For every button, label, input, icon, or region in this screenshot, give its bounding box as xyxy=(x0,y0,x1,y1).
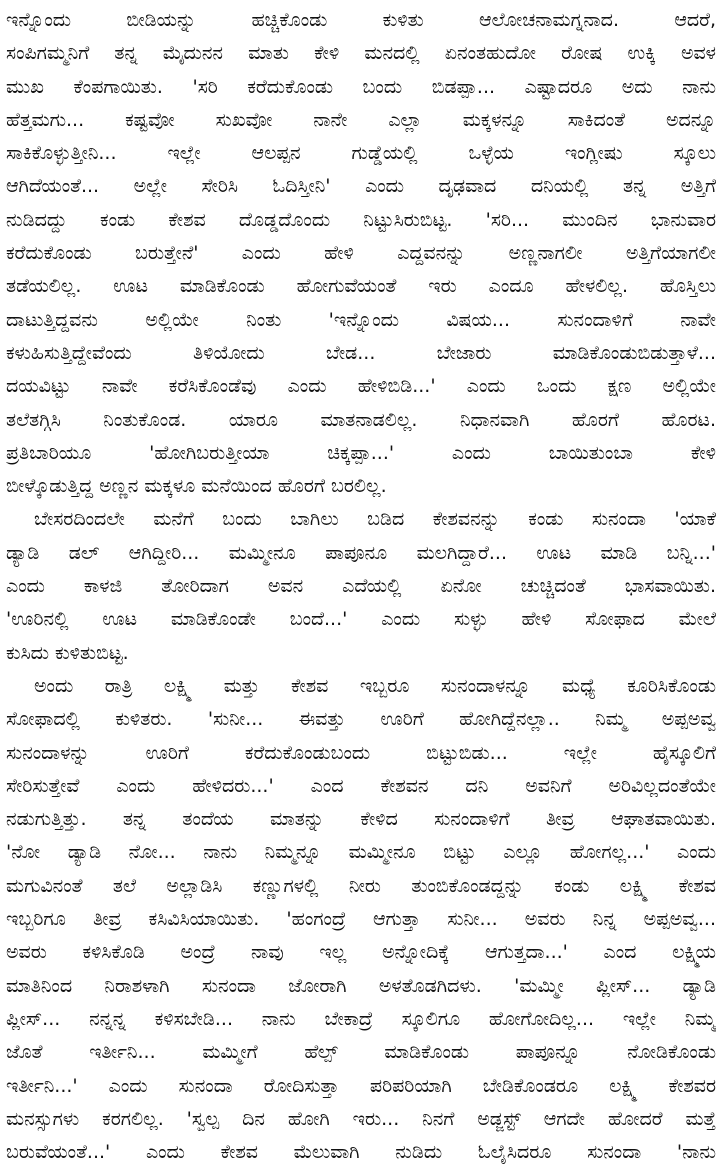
text-line: ಹೆತ್ತಮಗು... ಕಷ್ಟವೋ ಸುಖವೋ ನಾನೇ ಎಲ್ಲಾ ಮಕ್ಕಳನ್ನೂ ಸಾಕಿದಂತೆ ಅದನ್ನೂ xyxy=(6,108,716,131)
text-line: ಪ್ಲೀಸ್... ನನ್ನನ್ನ ಕಳಿಸಬೇಡಿ... ನಾನು ಬೇಕಾದ್ರೆ ಸ್ಕೂಲಿಗೂ ಹೋಗೋದಿಲ್ಲ... ಇಲ್ಲೇ ನಿಮ್ಮ xyxy=(6,1007,716,1030)
text-line: ಪ್ರತಿಬಾರಿಯೂ 'ಹೋಗಿಬರುತ್ತೀಯಾ ಚಿಕ್ಕಪ್ಪಾ...' ಎಂದು ಬಾಯಿತುಂಬಾ ಕೇಳಿ xyxy=(6,441,716,464)
text-line: ತಲೆತಗ್ಗಿಸಿ ನಿಂತುಕೊಂಡ. ಯಾರೂ ಮಾತನಾಡಲಿಲ್ಲ. ನಿಧಾನವಾಗಿ ಹೊರಗೆ ಹೊರಟ. xyxy=(6,408,716,431)
text-line: ಸಾಕಿಕೊಳ್ಳುತ್ತೀನಿ... ಇಲ್ಲೇ ಆಲಪ್ಪನ ಗುಡ್ಡೆಯಲ್ಲಿ ಒಳ್ಳೆಯ ಇಂಗ್ಲೀಷು ಸ್ಕೂಲು xyxy=(6,142,716,165)
text-line: ಕಳುಹಿಸುತ್ತಿದ್ದೇವೆಂದು ತಿಳಿಯೋದು ಬೇಡ... ಬೇಜಾರು ಮಾಡಿಕೊಂಡುಬಿಡುತ್ತಾಳೆ... xyxy=(6,341,716,364)
text-line: ಇನ್ನೊಂದು ಬೀಡಿಯನ್ನು ಹಚ್ಚಿಕೊಂಡು ಕುಳಿತು ಆಲೋಚನಾಮಗ್ನನಾದ. ಆದರೆ, xyxy=(6,9,716,31)
text-line: ಮುಖ ಕೆಂಪಗಾಯಿತು. 'ಸರಿ ಕರೆದುಕೊಂಡು ಬಂದು ಬಿಡಪ್ಪಾ... ಎಷ್ಟಾದರೂ ಅದು ನಾನು xyxy=(6,75,716,98)
text-line: ಆಗಿದೆಯಂತೆ... ಅಲ್ಲೇ ಸೇರಿಸಿ ಓದಿಸ್ತೀನಿ' ಎಂದು ದೃಢವಾದ ದನಿಯಲ್ಲಿ ತನ್ನ ಅತ್ತಿಗೆ xyxy=(6,175,716,198)
text-line: ಮಾತಿನಿಂದ ನಿರಾಶಳಾಗಿ ಸುನಂದಾ ಜೋರಾಗಿ ಅಳತೊಡಗಿದಳು. 'ಮಮ್ಮೀ ಪ್ಲೀಸ್... ಡ್ಯಾಡಿ xyxy=(6,974,716,997)
text-line: ಕರೆದುಕೊಂಡು ಬರುತ್ತೇನೆ' ಎಂದು ಹೇಳಿ ಎದ್ದವನನ್ನು ಅಣ್ಣನಾಗಲೀ ಅತ್ತಿಗೆಯಾಗಲೀ xyxy=(6,242,716,265)
text-line: ಇರ್ತೀನಿ...' ಎಂದು ಸುನಂದಾ ರೋದಿಸುತ್ತಾ ಪರಿಪರಿಯಾಗಿ ಬೇಡಿಕೊಂಡರೂ ಲಕ್ಷ್ಮಿ ಕೇಶವರ xyxy=(6,1074,716,1097)
text-line: ಸೇರಿಸುತ್ತೇವೆ ಎಂದು ಹೇಳಿದರು...' ಎಂದ ಕೇಶವನ ದನಿ ಅವನಿಗೆ ಅರಿವಿಲ್ಲದಂತೆಯೇ xyxy=(6,774,716,797)
text-line: ತಡೆಯಲಿಲ್ಲ. ಊಟ ಮಾಡಿಕೊಂಡು ಹೋಗುವೆಯಂತೆ ಇರು ಎಂದೂ ಹೇಳಲಿಲ್ಲ. ಹೊಸ್ತಿಲು xyxy=(6,275,716,298)
text-line: ಮನಸ್ಸುಗಳು ಕರಗಲಿಲ್ಲ. 'ಸ್ವಲ್ಪ ದಿನ ಹೋಗಿ ಇರು... ನಿನಗೆ ಅಡ್ಜಸ್ಟ್ ಆಗದೇ ಹೋದರೆ ಮತ್ತೆ xyxy=(6,1107,716,1130)
text-line: ಮಗುವಿನಂತೆ ತಲೆ ಅಲ್ಲಾಡಿಸಿ ಕಣ್ಣುಗಳಲ್ಲಿ ನೀರು ತುಂಬಿಕೊಂಡದ್ದನ್ನು ಕಂಡು ಲಕ್ಷ್ಮಿ ಕೇಶವ xyxy=(6,874,716,897)
paragraph-start-line: ಬೇಸರದಿಂದಲೇ ಮನೆಗೆ ಬಂದು ಬಾಗಿಲು ಬಡಿದ ಕೇಶವನನ್ನು ಕಂಡು ಸುನಂದಾ 'ಯಾಕೆ xyxy=(34,508,716,531)
text-line: ಬೀಳ್ಕೊಡುತ್ತಿದ್ದ ಅಣ್ಣನ ಮಕ್ಕಳೂ ಮನೆಯಿಂದ ಹೊರಗೆ ಬರಲಿಲ್ಲ. xyxy=(6,475,387,498)
text-line: ಜೊತೆ ಇರ್ತೀನಿ... ಮಮ್ಮೀಗೆ ಹೆಲ್ಪ್ ಮಾಡಿಕೊಂಡು ಪಾಪೂನ್ನೂ ನೋಡಿಕೊಂಡು xyxy=(6,1041,716,1064)
text-line: ಸೋಫಾದಲ್ಲಿ ಕುಳಿತರು. 'ಸುನೀ... ಈವತ್ತು ಊರಿಗೆ ಹೋಗಿದ್ದೆನಲ್ಲಾ.. ನಿಮ್ಮ ಅಪ್ಪಅವ್ವ xyxy=(6,708,716,731)
text-line: ನುಡಿದದ್ದು ಕಂಡು ಕೇಶವ ದೊಡ್ಡದೊಂದು ನಿಟ್ಟುಸಿರುಬಿಟ್ಟ. 'ಸರಿ... ಮುಂದಿನ ಭಾನುವಾರ xyxy=(6,208,716,231)
text-line: ದಯವಿಟ್ಟು ನಾವೇ ಕರೆಸಿಕೊಂಡೆವು ಎಂದು ಹೇಳಿಬಿಡಿ...' ಎಂದು ಒಂದು ಕ್ಷಣ ಅಲ್ಲಿಯೇ xyxy=(6,375,716,398)
paragraph-start-line: ಅಂದು ರಾತ್ರಿ ಲಕ್ಷ್ಮಿ ಮತ್ತು ಕೇಶವ ಇಬ್ಬರೂ ಸುನಂದಾಳನ್ನೂ ಮಧ್ಯೆ ಕೂರಿಸಿಕೊಂಡು xyxy=(34,674,716,697)
text-line: 'ಊರಿನಲ್ಲಿ ಊಟ ಮಾಡಿಕೊಂಡೇ ಬಂದೆ...' ಎಂದು ಸುಳ್ಳು ಹೇಳಿ ಸೋಫಾದ ಮೇಲೆ xyxy=(6,608,716,631)
text-line: ಅವರು ಕಳಿಸಿಕೊಡಿ ಅಂದ್ರೆ ನಾವು ಇಲ್ಲ ಅನ್ನೋದಿಕ್ಕೆ ಆಗುತ್ತದಾ...' ಎಂದ ಲಕ್ಷ್ಮಿಯ xyxy=(6,941,716,964)
text-line: ಕುಸಿದು ಕುಳಿತುಬಿಟ್ಟ. xyxy=(6,641,129,664)
text-line: ನಡುಗುತ್ತಿತ್ತು. ತನ್ನ ತಂದೆಯ ಮಾತನ್ನು ಕೇಳಿದ ಸುನಂದಾಳಿಗೆ ತೀವ್ರ ಆಘಾತವಾಯಿತು. xyxy=(6,808,716,831)
text-line: 'ನೋ ಡ್ಯಾಡಿ ನೋ... ನಾನು ನಿಮ್ಮನ್ನೂ ಮಮ್ಮೀನೂ ಬಿಟ್ಟು ಎಲ್ಲೂ ಹೋಗಲ್ಲ...' ಎಂದು xyxy=(6,841,716,864)
text-line: ಇಬ್ಬರಿಗೂ ತೀವ್ರ ಕಸಿವಿಸಿಯಾಯಿತು. 'ಹಂಗಂದ್ರೆ ಆಗುತ್ತಾ ಸುನೀ... ಅವರು ನಿನ್ನ ಅಪ್ಪಅವ್ವ... xyxy=(6,908,716,931)
text-line: ಸಂಪಿಗಮ್ಮನಿಗೆ ತನ್ನ ಮೈದುನನ ಮಾತು ಕೇಳಿ ಮನದಲ್ಲಿ ಏನಂತಹುದೋ ರೋಷ ಉಕ್ಕಿ ಅವಳ xyxy=(6,42,716,65)
text-line: ಸುನಂದಾಳನ್ನು ಊರಿಗೆ ಕರೆದುಕೊಂಡುಬಂದು ಬಿಟ್ಟುಬಿಡು... ಇಲ್ಲೇ ಹೈಸ್ಕೂಲಿಗೆ xyxy=(6,741,716,764)
text-line: ದಾಟುತ್ತಿದ್ದವನು ಅಲ್ಲಿಯೇ ನಿಂತು 'ಇನ್ನೊಂದು ವಿಷಯ... ಸುನಂದಾಳಿಗೆ ನಾವೇ xyxy=(6,308,716,331)
text-line: ಡ್ಯಾಡಿ ಡಲ್ ಆಗಿದ್ದೀರಿ... ಮಮ್ಮೀನೂ ಪಾಪೂನೂ ಮಲಗಿದ್ದಾರೆ... ಊಟ ಮಾಡಿ ಬನ್ನಿ...' xyxy=(6,541,716,564)
text-line: ಎಂದು ಕಾಳಜಿ ತೋರಿದಾಗ ಅವನ ಎದೆಯಲ್ಲಿ ಏನೋ ಚುಚ್ಚಿದಂತೆ ಭಾಸವಾಯಿತು. xyxy=(6,575,716,598)
text-line: ಬರುವೆಯಂತೆ...' ಎಂದು ಕೇಶವ ಮೆಲುವಾಗಿ ನುಡಿದು ಓಲೈಸಿದರೂ ಸುನಂದಾ 'ನಾನು xyxy=(6,1141,716,1164)
